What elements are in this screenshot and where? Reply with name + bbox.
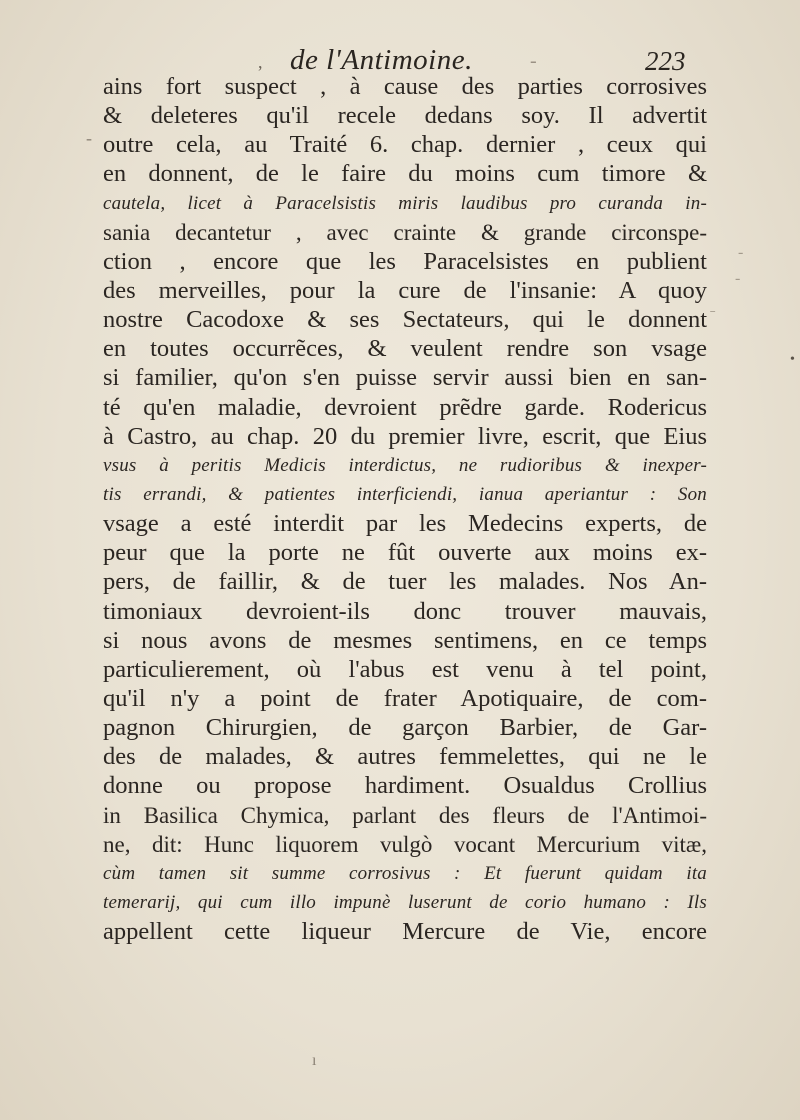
text-line: donne ou propose hardiment. Osualdus Crollius (103, 772, 707, 800)
text-line: vsage a esté interdit par les Medecins experts, de (103, 510, 707, 538)
text-line: si familier, qu'on s'en puisse servir aussi bien en san- (103, 364, 707, 392)
margin-mark: - (86, 128, 92, 148)
text-line: outre cela, au Traité 6. chap. dernier , ceux qui (103, 131, 707, 159)
margin-mark: - (735, 270, 741, 287)
text-line: sania decantetur , avec crainte & grande circonspe- (103, 219, 707, 245)
text-line: pagnon Chirurgien, de garçon Barbier, de Gar- (103, 714, 707, 742)
text-line: ne, dit: Hunc liquorem vulgò vocant Mercurium vitæ, (103, 831, 707, 857)
text-line: té qu'en maladie, devroient prẽdre garde. Rodericus (103, 393, 707, 421)
text-line: qu'il n'y a point de frater Apotiquaire, de com- (103, 684, 707, 712)
text-line: appellent cette liqueur Mercure de Vie, encore (103, 918, 707, 946)
margin-mark: ˉ (710, 308, 716, 325)
text-line: timoniaux devroient-ils donc trouver mauvais, (103, 597, 707, 625)
text-line: pers, de faillir, & de tuer les malades. Nos An- (103, 568, 707, 596)
text-line: particulierement, où l'abus est venu à tel point, (103, 655, 707, 683)
text-line: à Castro, au chap. 20 du premier livre, escrit, que Eius (103, 422, 707, 450)
text-line: cùm tamen sit summe corrosivus : Et fuerunt quidam ita (103, 862, 707, 884)
margin-mark: - (738, 244, 744, 261)
text-line: cautela, licet à Paracelsistis miris laudibus pro curanda in- (103, 192, 707, 214)
text-line: des merveilles, pour la cure de l'insanie: A quoy (103, 276, 707, 304)
text-line: in Basilica Chymica, parlant des fleurs de l'Antimoi- (103, 802, 707, 828)
page-number: 223 (645, 46, 686, 76)
text-line: en donnent, de le faire du moins cum timore & (103, 160, 707, 188)
text-line: & deleteres qu'il recele dedans soy. Il advertit (103, 102, 707, 130)
margin-mark: • (790, 352, 795, 367)
text-line: des de malades, & autres femmelettes, qui ne le (103, 743, 707, 771)
text-line: ction , encore que les Paracelsistes en publient (103, 247, 707, 275)
stray-ink-mark: - (530, 50, 537, 72)
text-line: en toutes occurrẽces, & veulent rendre son vsage (103, 335, 707, 363)
text-line: ains fort suspect , à cause des parties corrosives (103, 73, 707, 100)
body-text (103, 72, 707, 946)
text-line: nostre Cacodoxe & ses Sectateurs, qui le donnent (103, 306, 707, 334)
text-line: vsus à peritis Medicis interdictus, ne rudioribus & inexper- (103, 454, 707, 476)
margin-mark: ı (312, 1052, 317, 1069)
text-line: si nous avons de mesmes sentimens, en ce temps (103, 626, 707, 654)
text-line: peur que la porte ne fût ouverte aux moins ex- (103, 539, 707, 567)
text-line: tis errandi, & patientes interficiendi, ianua aperiantur : Son (103, 483, 707, 505)
running-title: de l'Antimoine. (290, 44, 473, 76)
stray-ink-mark: , (258, 52, 263, 72)
text-line: temerarij, qui cum illo impunè luserunt de corio humano : Ils (103, 891, 707, 913)
